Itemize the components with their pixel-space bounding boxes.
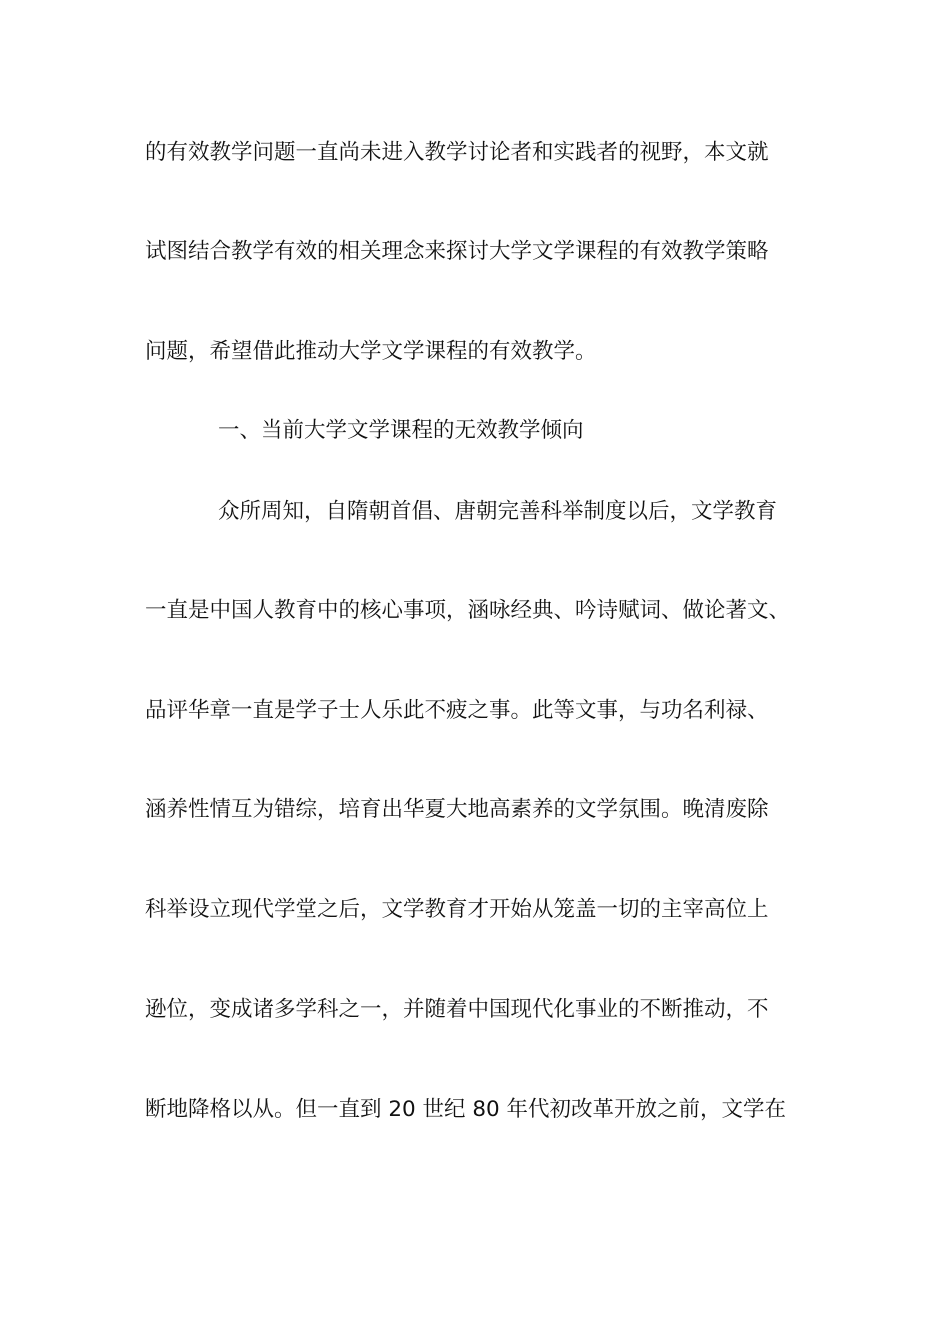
paragraph-line: 一直是中国人教育中的核心事项，涵咏经典、吟诗赋词、做论著文、 bbox=[145, 598, 791, 623]
paragraph-line: 涵养性情互为错综，培育出华夏大地高素养的文学氛围。晚清废除 bbox=[145, 797, 769, 822]
paragraph-line: 问题，希望借此推动大学文学课程的有效教学。 bbox=[145, 339, 597, 364]
paragraph-line: 逊位，变成诸多学科之一，并随着中国现代化事业的不断推动，不 bbox=[145, 997, 769, 1022]
paragraph-line: 品评华章一直是学子士人乐此不疲之事。此等文事，与功名利禄、 bbox=[145, 698, 769, 723]
paragraph-line: 断地降格以从。但一直到 20 世纪 80 年代初改革开放之前，文学在 bbox=[145, 1097, 787, 1122]
paragraph-line: 的有效教学问题一直尚未进入教学讨论者和实践者的视野，本文就 bbox=[145, 140, 769, 165]
paragraph-line: 科举设立现代学堂之后，文学教育才开始从笼盖一切的主宰高位上 bbox=[145, 897, 769, 922]
paragraph-line: 试图结合教学有效的相关理念来探讨大学文学课程的有效教学策略 bbox=[145, 239, 769, 264]
section-heading: 一、当前大学文学课程的无效教学倾向 bbox=[218, 418, 584, 443]
paragraph-line: 众所周知，自隋朝首倡、唐朝完善科举制度以后，文学教育 bbox=[218, 499, 778, 524]
